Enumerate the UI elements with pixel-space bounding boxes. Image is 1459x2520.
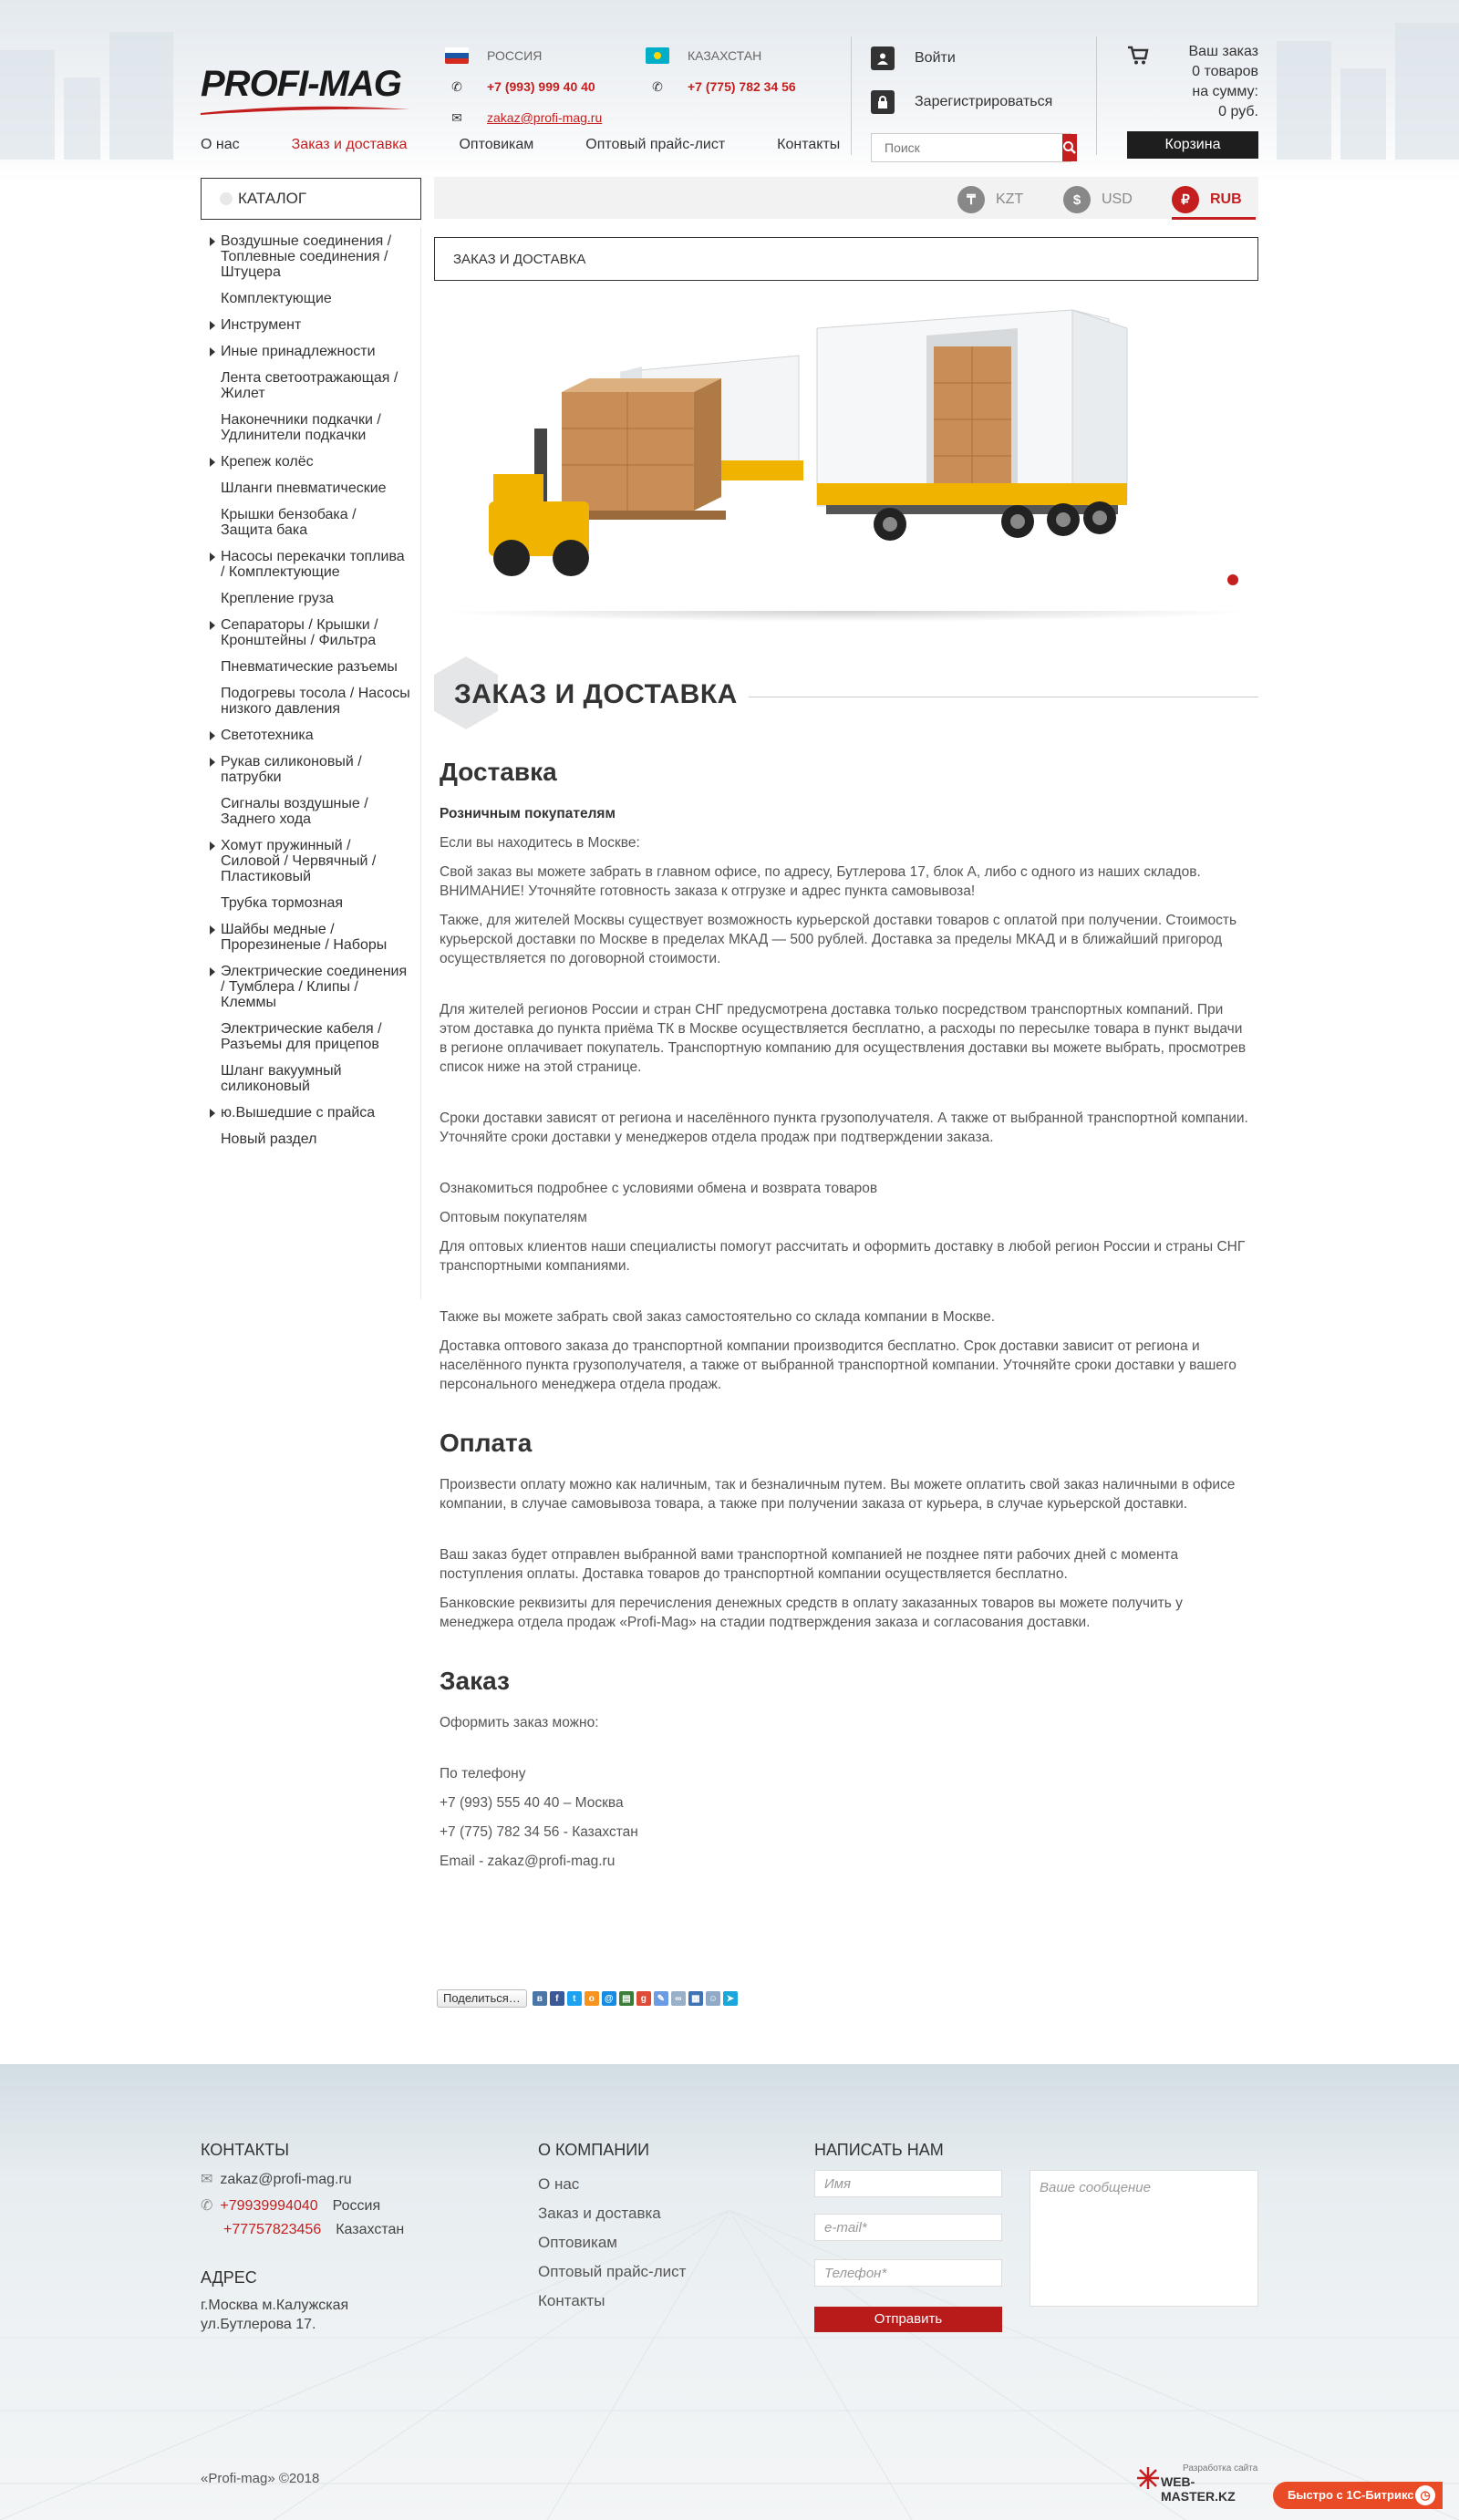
catalog-item[interactable]: ю.Вышедшие с прайса — [201, 1100, 420, 1126]
paragraph: Оформить заказ можно: — [440, 1715, 599, 1730]
paragraph: Банковские реквизиты для перечисления денежных средств в оплату заказанных товаров вы можете получить у менеджера отдела продаж «Profi-Mag» на стадии подтверждения заказа и согласования доставки. — [440, 1596, 1183, 1630]
register-link[interactable] — [871, 80, 1052, 124]
page-title-block — [434, 656, 1258, 735]
catalog-item[interactable]: Наконечники подкачки / Удлинители подкачки — [221, 412, 381, 443]
lj-icon[interactable]: ▤ — [619, 1991, 634, 2006]
catalog-item[interactable]: Воздушные соединения / Топлевные соединения / Штуцера — [201, 228, 420, 285]
cart-sum: 0 руб. — [1218, 104, 1258, 119]
login-link[interactable] — [871, 36, 1052, 80]
phone-kazakhstan: +7 (775) 782 34 56 - Казахстан — [440, 1824, 638, 1840]
cart-button[interactable]: Корзина — [1127, 131, 1258, 159]
active-currency-underline — [1172, 217, 1256, 220]
catalog-item[interactable]: Хомут пружинный / Силовой / Червячный / Пластиковый — [201, 832, 420, 890]
name-field[interactable]: Имя — [814, 2170, 1002, 2197]
site-logo[interactable] — [201, 64, 410, 115]
send-button[interactable]: Отправить — [814, 2307, 1002, 2332]
login-label: Войти — [915, 50, 956, 66]
nav-about[interactable]: О нас — [201, 137, 240, 152]
share-button[interactable]: Поделиться… — [437, 1989, 527, 2008]
retail-subheading: Розничным покупателям — [440, 806, 616, 821]
catalog-item[interactable]: Новый раздел — [221, 1131, 317, 1147]
contacts-russia — [445, 40, 602, 133]
catalog-icon — [220, 192, 233, 205]
phone-kazakhstan[interactable]: +7 (775) 782 34 56 — [688, 79, 796, 94]
auth-links — [871, 36, 1052, 124]
nav-contacts[interactable]: Контакты — [777, 137, 841, 152]
catalog-item[interactable]: Насосы перекачки топлива / Комплектующие — [201, 543, 420, 585]
register-label: Зарегистрироваться — [915, 94, 1053, 109]
catalog-item[interactable]: Трубка тормозная — [221, 895, 344, 911]
catalog-sidebar — [201, 228, 421, 1299]
googleplus-icon[interactable]: g — [636, 1991, 651, 2006]
ruble-icon: ₽ — [1172, 186, 1199, 213]
catalog-item[interactable]: Шайбы медные / Прорезиненые / Наборы — [201, 916, 420, 958]
dev-line-1: Разработка сайта — [1183, 2463, 1258, 2474]
catalog-item[interactable]: Электрические соединения / Тумблера / Клипы / Клеммы — [201, 958, 420, 1016]
paragraph: Для жителей регионов России и стран СНГ предусмотрена доставка только посредством транспортных компаний. При этом доставка до пункта приёма ТК в Москве осуществляется бесплатно, а расходы по пересылке товара в пункт выдачи в регионе оплачивает покупатель. Транспортную компанию для осуществления доставки вы можете выбрать, просмотрев список ниже на этой странице. — [440, 1002, 1247, 1075]
footer-phone-kz[interactable]: +77757823456 — [223, 2222, 322, 2237]
search-input[interactable] — [872, 134, 1062, 161]
divider — [1096, 36, 1097, 155]
paragraph: По телефону — [440, 1766, 526, 1782]
cart-sum-label: на сумму: — [1192, 84, 1258, 99]
email-field[interactable]: e-mail* — [814, 2214, 1002, 2241]
article-content — [440, 757, 1251, 1881]
catalog-item[interactable]: Комплектующие — [221, 291, 332, 306]
message-field[interactable]: Ваше сообщение — [1030, 2170, 1258, 2307]
nav-wholesale[interactable]: Оптовикам — [459, 137, 534, 152]
twitter-icon[interactable]: t — [567, 1991, 582, 2006]
paragraph: Если вы находитесь в Москве: — [440, 835, 640, 851]
catalog-item[interactable]: Шланги пневматические — [221, 480, 387, 496]
bookmark-icon[interactable]: ✎ — [654, 1991, 668, 2006]
banner-shadow — [434, 611, 1258, 622]
footer-address-title: АДРЕС — [201, 2268, 257, 2287]
catalog-item[interactable]: Электрические кабеля / Разъемы для прицепов — [221, 1021, 382, 1052]
search-icon — [1062, 140, 1077, 155]
share-widget — [437, 1989, 740, 2008]
catalog-item[interactable]: Пневматические разъемы — [221, 659, 398, 675]
dollar-icon: $ — [1063, 186, 1091, 213]
catalog-item[interactable]: Инструмент — [201, 312, 420, 338]
dev-line-2: WEB-MASTER.KZ — [1161, 2474, 1236, 2504]
cart-title: Ваш заказ — [1188, 44, 1258, 59]
currency-usd[interactable] — [1063, 186, 1133, 213]
country-kazakhstan: КАЗАХСТАН — [688, 48, 762, 63]
cart-icon — [1127, 46, 1149, 71]
catalog-item[interactable]: Крепеж колёс — [201, 449, 420, 475]
liveinternet-icon[interactable]: ☺ — [706, 1991, 720, 2006]
cart-summary[interactable] — [1127, 42, 1258, 122]
order-email: Email - zakaz@profi-mag.ru — [440, 1854, 616, 1869]
nav-order-delivery[interactable]: Заказ и доставка — [291, 137, 408, 152]
surfingbird-icon[interactable]: ➤ — [723, 1991, 738, 2006]
catalog-item[interactable]: Лента светоотражающая / Жилет — [221, 370, 398, 401]
moimir-icon[interactable]: @ — [602, 1991, 616, 2006]
paragraph: Также, для жителей Москвы существует возможность курьерской доставки товаров с оплатой при получении. Стоимость курьерской доставки по Москве в пределах МКАД — 500 рублей. Доставка за пределы МКАД и в ближайший пригород осуществляется по договорной стоимости. — [440, 913, 1237, 966]
paragraph: Произвести оплату можно как наличным, так и безналичным путем. Вы можете оплатить свой заказ наличными в офисе компании, в случае самовывоза товара, а также при получении заказа от курьера, в случае курьерской доставки. — [440, 1477, 1236, 1512]
footer-link-delivery[interactable]: Заказ и доставка — [538, 2205, 661, 2222]
footer-email-row — [201, 2170, 352, 2188]
paragraph: Доставка оптового заказа до транспортной компании производится бесплатно. Срок доставки зависит от региона и населённого пункта грузополучателя, а также от выбранной транспортной компании. Уточняйте сроки доставки у вашего персонального менеджера отдела продаж. — [440, 1338, 1237, 1392]
footer-write-title: НАПИСАТЬ НАМ — [814, 2141, 944, 2159]
catalog-item[interactable]: Иные принадлежности — [201, 338, 420, 365]
phone-icon: ✆ — [451, 78, 462, 94]
delivery-truck-illustration — [434, 292, 1258, 611]
footer-address-1: г.Москва м.Калужская — [201, 2298, 349, 2313]
page-title: ЗАКАЗ И ДОСТАВКА — [454, 679, 738, 709]
paragraph: Сроки доставки зависят от региона и населённого пункта грузополучателя. А также от выбранной транспортной компании. Уточняйте сроки доставки у менеджеров отдела продаж при подтверждении заказа. — [440, 1110, 1248, 1145]
catalog-item[interactable]: Светотехника — [201, 722, 420, 749]
catalog-item[interactable]: Рукав силиконовый / патрубки — [201, 749, 420, 790]
bitrix-badge[interactable] — [1273, 2482, 1443, 2509]
currency-kzt[interactable] — [957, 186, 1023, 213]
paragraph: Для оптовых клиентов наши специалисты помогут рассчитать и оформить доставку в любой регион России и страны СНГ транспортными компаниями. — [440, 1239, 1246, 1274]
developer-credit[interactable] — [1135, 2460, 1258, 2504]
mail-icon: ✉ — [451, 109, 462, 125]
paragraph: Также вы можете забрать свой заказ самостоятельно со склада компании в Москве. — [440, 1309, 996, 1325]
copyright: «Profi-mag» ©2018 — [201, 2471, 320, 2486]
order-heading: Заказ — [440, 1667, 510, 1695]
footer-about-title: О КОМПАНИИ — [538, 2141, 650, 2159]
vk-icon[interactable]: в — [533, 1991, 547, 2006]
footer-link-price[interactable]: Оптовый прайс-лист — [538, 2263, 687, 2280]
footer-email[interactable]: zakaz@profi-mag.ru — [220, 2172, 352, 2187]
paragraph: Ваш заказ будет отправлен выбранной вами транспортной компанией не позднее пяти рабочих дней с момента поступления оплаты. Доставка товаров до транспортной компании осуществляется бесплатно. — [440, 1547, 1179, 1582]
delivery-banner — [434, 292, 1258, 611]
phone-field[interactable]: Телефон* — [814, 2259, 1002, 2287]
email-link[interactable]: zakaz@profi-mag.ru — [487, 110, 603, 125]
link-icon[interactable]: ∞ — [671, 1991, 686, 2006]
footer-address-2: ул.Бутлерова 17. — [201, 2317, 316, 2332]
returns-link[interactable]: Ознакомиться подробнее с условиями обмена и возврата товаров — [440, 1181, 878, 1196]
russia-flag-icon — [445, 47, 469, 64]
user-icon — [871, 46, 895, 70]
nav-price-list[interactable]: Оптовый прайс-лист — [585, 137, 726, 152]
footer-phone-ru-row — [201, 2196, 380, 2215]
payment-heading: Оплата — [440, 1429, 533, 1457]
footer-link-about[interactable]: О нас — [538, 2175, 580, 2193]
contacts-kazakhstan — [646, 40, 796, 102]
kazakhstan-flag-icon — [646, 47, 669, 64]
currency-rub-label: RUB — [1210, 191, 1242, 207]
cart-count: 0 товаров — [1192, 64, 1258, 79]
slider-dot[interactable] — [1227, 574, 1238, 585]
phone-moscow: +7 (993) 555 40 40 – Москва — [440, 1795, 624, 1811]
footer-contacts-title: КОНТАКТЫ — [201, 2141, 290, 2159]
webmaster-logo-icon — [1135, 2465, 1161, 2491]
currency-switcher — [434, 177, 1258, 219]
delivery-heading: Доставка — [440, 758, 557, 786]
logo-swoosh — [201, 106, 410, 115]
catalog-item[interactable]: Крепление груза — [221, 591, 334, 606]
catalog-item[interactable]: Крышки бензобака / Защита бака — [221, 507, 357, 538]
paragraph: Свой заказ вы можете забрать в главном офисе, по адресу, Бутлерова 17, блок А, либо с одного из наших складов. ВНИМАНИЕ! Уточняйте готовность заказа к отгрузке и адрес пункта самовывоза! — [440, 864, 1201, 899]
phone-icon: ✆ — [201, 2198, 213, 2214]
lock-icon — [871, 90, 895, 114]
mail-icon: ✉ — [201, 2172, 213, 2187]
catalog-item[interactable]: Сигналы воздушные / Заднего хода — [221, 796, 368, 827]
footer-country-kz: Казахстан — [336, 2222, 405, 2237]
country-russia: РОССИЯ — [487, 48, 543, 63]
wholesale-subheading: Оптовым покупателям — [440, 1210, 587, 1225]
catalog-header[interactable] — [201, 178, 421, 220]
odnoklassniki-icon[interactable]: о — [585, 1991, 599, 2006]
footer-link-wholesale[interactable]: Оптовикам — [538, 2234, 617, 2251]
search-button[interactable] — [1062, 134, 1077, 161]
main-nav — [201, 131, 892, 159]
catalog-title: КАТАЛОГ — [238, 190, 307, 207]
logo-text: PROFI-MAG — [201, 64, 401, 104]
delicious-icon[interactable]: ▦ — [688, 1991, 703, 2006]
phone-icon: ✆ — [652, 78, 663, 94]
footer-phone-kz-row — [223, 2222, 404, 2238]
phone-russia[interactable]: +7 (993) 999 40 40 — [487, 79, 595, 94]
currency-kzt-label: KZT — [996, 191, 1024, 207]
facebook-icon[interactable]: f — [550, 1991, 564, 2006]
breadcrumb: ЗАКАЗ И ДОСТАВКА — [434, 237, 1258, 281]
footer-phone-ru[interactable]: +79939994040 — [220, 2198, 318, 2214]
catalog-item[interactable]: Сепараторы / Крышки / Кронштейны / Фильтра — [201, 612, 420, 654]
catalog-item[interactable]: Шланг вакуумный силиконовый — [221, 1063, 342, 1094]
tenge-icon: ₸ — [957, 186, 985, 213]
currency-usd-label: USD — [1102, 191, 1133, 207]
catalog-item[interactable]: Подогревы тосола / Насосы низкого давления — [221, 686, 410, 717]
footer-country-ru: Россия — [332, 2198, 381, 2214]
currency-rub[interactable] — [1172, 186, 1242, 213]
footer-link-contacts[interactable]: Контакты — [538, 2292, 605, 2309]
bitrix-label: Быстро с 1С-Битрикс — [1288, 2488, 1414, 2502]
bitrix-clock-icon: ◷ — [1415, 2485, 1435, 2505]
search-box — [871, 133, 1071, 162]
